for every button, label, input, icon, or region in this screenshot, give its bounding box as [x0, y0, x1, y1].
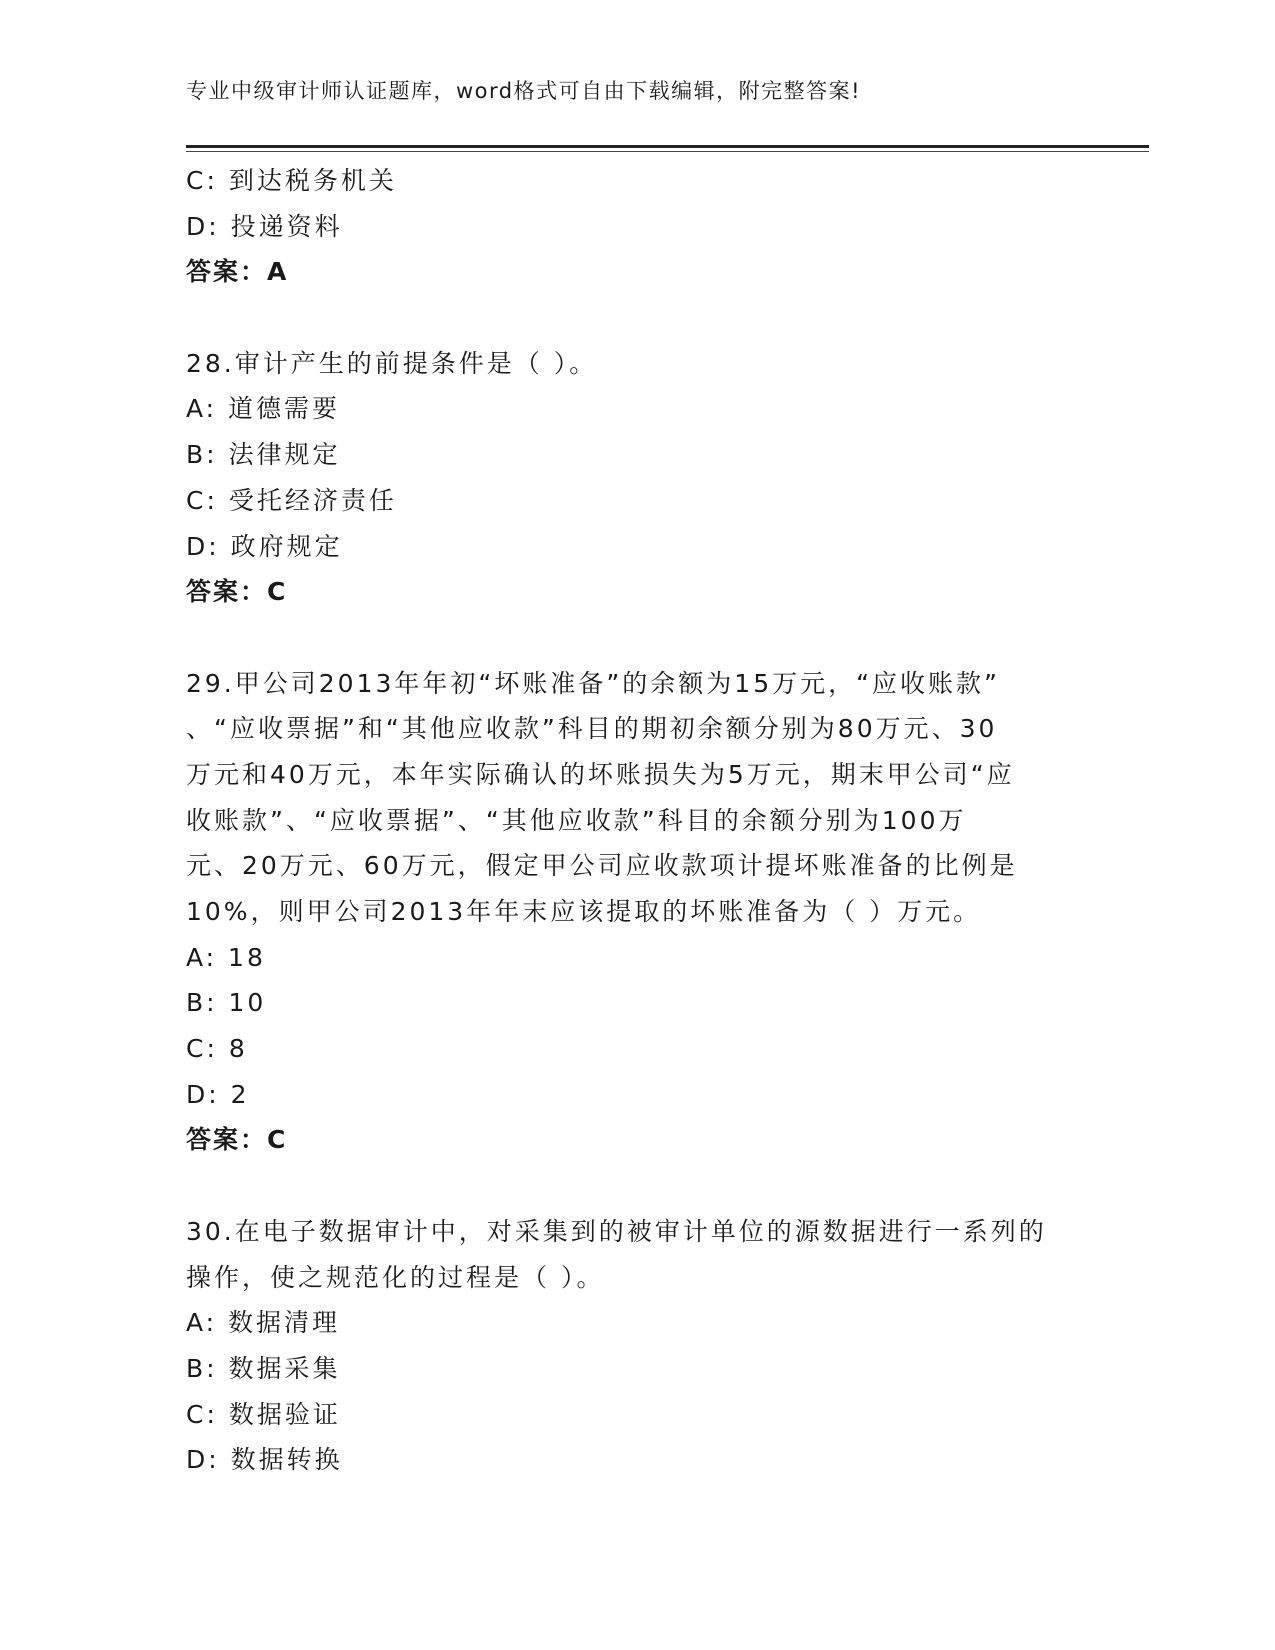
option-b: B: 法律规定: [186, 440, 341, 470]
question-stem-line: 收账款”、“应收票据”、“其他应收款”科目的余额分别为100万: [186, 805, 967, 835]
page-header: 专业中级审计师认证题库，word格式可自由下载编辑，附完整答案!: [186, 79, 862, 103]
option-a: A: 道德需要: [186, 394, 341, 424]
question-stem-line: 30.在电子数据审计中，对采集到的被审计单位的源数据进行一系列的: [186, 1216, 1047, 1246]
question-stem-line: 10%，则甲公司2013年年末应该提取的坏账准备为（ ）万元。: [186, 897, 982, 926]
option-d: D: 数据转换: [186, 1445, 343, 1475]
option-d: D: 投递资料: [186, 211, 343, 241]
option-a: A: 数据清理: [186, 1308, 341, 1338]
option-a: A: 18: [186, 942, 266, 972]
header-rule-thin: [186, 151, 1149, 152]
question-stem: 28.审计产生的前提条件是（ ）。: [186, 348, 598, 378]
question-stem-line: 29.甲公司2013年年初“坏账准备”的余额为15万元，“应收账款”: [186, 668, 1001, 698]
question-28: [186, 341, 1086, 615]
answer: 答案：C: [186, 1125, 288, 1155]
option-c: C: 8: [186, 1034, 248, 1064]
option-b: B: 数据采集: [186, 1353, 341, 1383]
option-c: C: 受托经济责任: [186, 485, 397, 515]
question-content: [186, 158, 1086, 1483]
question-29: [186, 661, 1086, 1164]
previous-question-tail: [186, 158, 1086, 295]
question-stem-line: 、“应收票据”和“其他应收款”科目的期初余额分别为80万元、30: [186, 714, 998, 744]
answer: 答案：C: [186, 577, 288, 607]
spacer: [186, 615, 1086, 661]
question-stem-line: 操作，使之规范化的过程是（ ）。: [186, 1262, 605, 1292]
option-c: C: 到达税务机关: [186, 166, 397, 195]
question-stem-line: 元、20万元、60万元，假定甲公司应收款项计提坏账准备的比例是: [186, 851, 1018, 881]
option-d: D: 政府规定: [186, 531, 343, 561]
option-d: D: 2: [186, 1079, 250, 1109]
question-stem-line: 万元和40万元，本年实际确认的坏账损失为5万元，期末甲公司“应: [186, 759, 1015, 789]
answer: 答案：A: [186, 257, 289, 287]
option-c: C: 数据验证: [186, 1399, 341, 1429]
option-b: B: 10: [186, 988, 267, 1018]
question-30: [186, 1209, 1086, 1483]
spacer: [186, 1163, 1086, 1209]
spacer: [186, 295, 1086, 341]
header-rule-thick: [186, 145, 1149, 148]
